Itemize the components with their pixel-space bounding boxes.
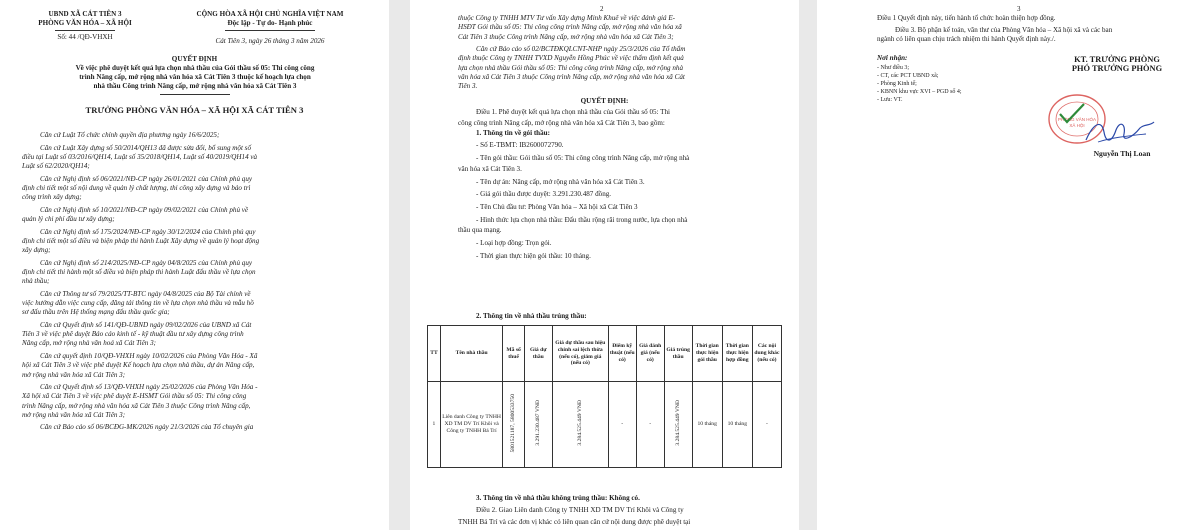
legal-basis-line: nhà thầu; [22,277,50,286]
divider [160,94,230,95]
document-date: Cát Tiên 3, ngày 26 tháng 3 năm 2026 [215,37,325,45]
basis-line: Căn cứ Báo cáo số 02/BCTĐKQLCNT-NHP ngày 25/3/2026 của Tổ thẩm [476,44,686,53]
table-header: Mã số thuế [503,326,525,382]
document-number: Số: 44 /QĐ-VHXH [57,33,113,41]
legal-basis-line: trình Nâng cấp, mở rộng nhà văn hóa xã Cát Tiên 3 thuộc Công trình Nâng cấp, [22,401,251,410]
signer-name: Nguyễn Thị Loan [1093,149,1151,158]
legal-basis-line: Căn cứ Quyết định số 13/QĐ-VHXH ngày 25/02/2026 của Phòng Văn Hóa - [40,383,258,391]
legal-basis-line: Căn cứ Luật Xây dựng số 50/2014/QH13 đã được sửa đổi, bổ sung một số [40,143,251,152]
table-cell: 10 tháng [692,382,722,468]
legal-basis-line: Căn cứ Báo cáo số 06/BCĐG-MK/2026 ngày 21/3/2026 của Tổ chuyên gia [40,423,254,432]
subject-line: nhà thầu Công trình Nâng cấp, mở rộng nhà văn hóa xã Cát Tiên 3 [93,82,297,90]
table-cell [503,382,525,468]
legal-basis-line: Căn cứ Nghị định số 214/2025/NĐ-CP ngày 04/8/2025 của Chính phủ quy [40,258,253,267]
section-title: 1. Thông tin về gói thầu: [476,129,550,138]
document-page-3 [817,0,1200,530]
sign-subtitle: PHÓ TRƯỞNG PHÒNG [1071,64,1163,73]
table-header: Thời gian thực hiện hợp đồng [722,326,752,382]
package-info-line: - Hình thức lựa chọn nhà thầu: Đấu thầu rộng rãi trong nước, lựa chọn nhà [476,215,688,224]
legal-basis-line: hội xã Cát Tiên 3 về việc phê duyệt Kế hoạch lựa chọn nhà thầu, dự án Nâng cấp, [22,361,255,370]
legal-basis-line: định chi tiết một số điều và biện pháp thi hành Luật Xây dựng về quản lý hoạt động [22,236,260,245]
legal-basis-line: Căn cứ Quyết định số 141/QĐ-UBND ngày 09/02/2026 của UBND xã Cát [40,320,252,329]
basis-line: định thuộc Công ty TNHH TVXD Nguyễn Hồng Phúc về việc thẩm định kết quả [458,54,684,63]
table-header: Tên nhà thầu [440,326,502,382]
table-cell: 10 tháng [722,382,752,468]
table-row [428,382,782,468]
divider [55,30,115,31]
table-cell: 1 [428,382,441,468]
subject-line: trình Nâng cấp, mở rộng nhà văn hóa xã Cát Tiên 3 thuộc kế hoạch lựa chọn [79,73,311,81]
page-number: 3 [1017,5,1021,13]
recipient-item: - KBNN khu vực XVI – PGD số 4; [877,89,962,95]
bid-price: 3.291.230.487 VNĐ [534,400,541,446]
package-info-line: - Giá gói thầu được duyệt: 3.291.230.487 đồng. [476,190,612,199]
org-department: PHÒNG VĂN HÓA – XÃ HỘI [38,19,132,27]
table-header: Giá dự thầu [524,326,552,382]
sign-title: KT. TRƯỞNG PHÒNG [1074,55,1160,64]
basis-line: văn hóa xã Cát Tiên 3 thuộc Công trình Nâng cấp, mở rộng nhà văn hóa xã Cát [458,72,685,81]
svg-text:XÃ HỘI: XÃ HỘI [1069,123,1085,128]
package-info-line: thầu qua mạng. [458,226,502,235]
org-name: UBND XÃ CÁT TIÊN 3 [48,10,122,18]
table-cell: Liên danh Công ty TNHH XD TM DV Trí Khôi và Công ty TNHH Bá Trí [440,382,502,468]
table-cell: - [636,382,664,468]
package-info-line: văn hóa xã Cát Tiên 3. [458,164,522,173]
national-motto: Độc lập - Tự do- Hạnh phúc [227,19,313,27]
package-info-line: - Thời gian thực hiện gói thầu: 10 tháng. [476,252,591,260]
legal-basis-line: định chi tiết thi hành một số điều và biện pháp thi hành Luật đấu thầu về lựa chọn [22,267,256,276]
package-info-line: - Tên gói thầu: Gói thầu số 05: Thi công công trình Nâng cấp, mở rộng nhà [476,154,690,163]
legal-basis-line: mở rộng nhà văn hóa xã Cát Tiên 3; [22,370,126,379]
handwritten-signature [1080,112,1160,152]
table-header-row [428,326,782,382]
basis-line: HSĐT Gói thầu số 05: Thi công công trình Nâng cấp, mở rộng nhà văn hóa xã [458,23,682,32]
legal-basis-line: việc hướng dẫn việc cung cấp, đăng tải thông tin về lựa chọn nhà thầu và mẫu hồ [22,299,254,307]
package-info-line: - Loại hợp đồng: Trọn gói. [476,239,552,248]
table-header: Giá dự thầu sau hiệu chỉnh sai lệch thừa (nếu có), giảm giá (nếu có) [552,326,608,382]
legal-basis-line: xây dựng; [22,246,51,255]
legal-basis-line: Căn cứ Luật Tổ chức chính quyền địa phương ngày 16/6/2025; [40,131,220,139]
article-text: Điều 1 Quyết định này, tiến hành tổ chức hoàn thiện hợp đồng. [877,14,1056,22]
table-cell [524,382,552,468]
legal-basis-line: Căn cứ Nghị định số 10/2021/NĐ-CP ngày 09/02/2021 của Chính phủ về [40,205,249,214]
table-header: Giá đánh giá (nếu có) [636,326,664,382]
recipient-item: - Phòng Kinh tế; [877,81,917,87]
article-2-line: Điều 2. Giao Liên danh Công ty TNHH XD TM DV Trí Khôi và Công ty [476,506,684,514]
winning-price: 3.284.525.449 VNĐ [674,400,681,446]
package-info-line: - Số E-TBMT: IB2600072790. [476,141,564,150]
legal-basis-line: quản lý chi phí đầu tư xây dựng; [22,215,115,223]
table-header: Thời gian thực hiện gói thầu [692,326,722,382]
legal-basis-line: Nâng cấp, mở rộng nhà văn hoá xã Cát Tiên 3; [22,339,157,348]
adjusted-bid-price: 3.284.525.449 VNĐ [576,400,583,446]
table-header: Giá trúng thầu [664,326,692,382]
recipients-title: Nơi nhận: [877,54,908,62]
article-3-line: ngành có liên quan chịu trách nhiệm thi hành Quyết định này./. [877,35,1056,43]
page-number: 2 [600,5,604,13]
table-cell [552,382,608,468]
winning-bidder-table [427,325,782,468]
legal-basis-line: Xã hội xã Cát Tiên 3 về việc phê duyệt E-HSMT Gói thầu số 05: Thi công công [22,392,247,401]
table-header: Các nội dung khác (nếu có) [752,326,781,382]
basis-line: lựa chọn nhà thầu Gói thầu số 05: Thi công công trình Nâng cấp, mở rộng nhà [458,63,683,72]
recipient-item: - Như điều 3; [877,65,910,71]
document-type: QUYẾT ĐỊNH [171,55,218,63]
recipient-item: - Lưu: VT. [877,97,903,103]
basis-line: thuộc Công ty TNHH MTV Tư vấn Xây dựng Minh Khuê về việc đánh giá E- [458,14,676,22]
table-header: TT [428,326,441,382]
legal-basis-line: Căn cứ quyết định 10/QĐ-VHXH ngày 10/02/2026 của Phòng Văn Hóa - Xã [40,351,258,360]
package-info-line: - Tên Chủ đầu tư: Phòng Văn hóa – Xã hội xã Cát Tiên 3 [476,203,638,212]
subject-line: Về việc phê duyệt kết quả lựa chọn nhà thầu của Gói thầu số 05: Thi công công [75,64,315,72]
article-1-line: Điều 1. Phê duyệt kết quả lựa chọn nhà thầu của Gói thầu số 05: Thi [476,108,671,117]
divider [225,30,315,31]
document-page-1 [0,0,389,530]
article-1-line: công công trình Nâng cấp, mở rộng nhà văn hóa xã Cát Tiên 3, bao gồm: [458,118,665,127]
article-3 [877,26,1197,35]
table-cell: - [752,382,781,468]
svg-text:PHÒNG VĂN HÓA: PHÒNG VĂN HÓA [1057,117,1097,122]
losing-bidders-info: 3. Thông tin về nhà thầu không trúng thầu: Không có. [476,494,640,502]
table-header: Điểm kỹ thuật (nếu có) [608,326,636,382]
legal-basis-line: sơ đấu thầu trên Hệ thống mạng đấu thầu quốc gia; [22,308,170,317]
legal-basis-line: Căn cứ Thông tư số 79/2025/TT-BTC ngày 04/8/2025 của Bộ Tài chính về [40,289,251,298]
table-cell [664,382,692,468]
decides-heading: QUYẾT ĐỊNH: [580,97,629,106]
basis-line: Cát Tiên 3 thuộc Công trình Nâng cấp, mở rộng nhà văn hóa xã Cát Tiên 3; [458,32,674,41]
basis-line: Tiên 3. [458,82,478,91]
legal-basis-line: định chi tiết một số nội dung về quản lý chất lượng, thi công xây dựng và bảo trì [22,183,251,192]
legal-basis-line: Căn cứ Nghị định số 175/2024/NĐ-CP ngày 30/12/2024 của Chính phủ quy [40,227,256,236]
national-title: CỘNG HÒA XÃ HỘI CHỦ NGHĨA VIỆT NAM [196,10,344,18]
legal-basis-line: điều tại Luật số 03/2016/QH14, Luật số 35/2018/QH14, Luật số 40/2019/QH14 và [22,152,258,161]
legal-basis-line: Căn cứ Nghị định số 06/2021/NĐ-CP ngày 26/01/2021 của Chính phủ quy [40,174,253,183]
legal-basis-line: mở rộng nhà văn hóa xã Cát Tiên 3; [22,410,126,419]
legal-basis-line: Tiên 3 về việc phê duyệt Báo cáo kinh tế - kỹ thuật đầu tư xây dựng công trình [22,330,244,339]
package-info-line: - Tên dự án: Nâng cấp, mở rộng nhà văn hóa xã Cát Tiên 3. [476,177,645,186]
issuing-authority: TRƯỞNG PHÒNG VĂN HÓA – XÃ HỘI XÃ CÁT TIÊN 3 [85,105,304,115]
tax-code: 5801521187, 5800533750 [510,393,517,453]
recipient-item: - CT, các PCT UBND xã; [877,73,939,79]
table-cell: - [608,382,636,468]
legal-basis-line: công trình xây dựng; [22,193,82,202]
section-title: 2. Thông tin về nhà thầu trúng thầu: [476,312,587,320]
article-2-line: TNHH Bá Trí và các đơn vị khác có liên quan căn cứ nội dung được phê duyệt tại [458,518,691,526]
article-3-line: Điều 3. Bộ phận kế toán, văn thư của Phòng Văn hóa – Xã hội xã và các ban [895,26,1113,34]
legal-basis-line: Luật số 62/2020/QH14; [22,162,90,171]
